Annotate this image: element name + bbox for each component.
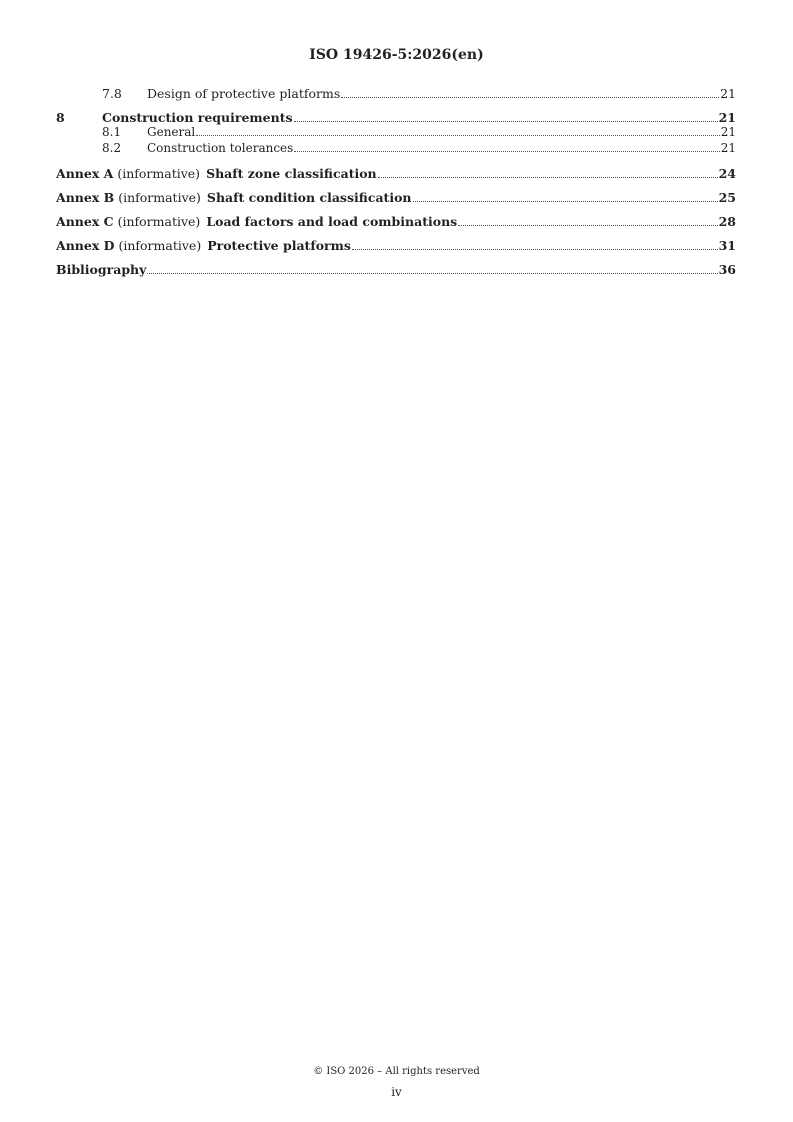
- toc-entry-8[interactable]: [56, 110, 736, 126]
- toc-entry-page: 21: [718, 110, 736, 125]
- toc-entry-page: 28: [718, 214, 736, 229]
- toc-entry-page: 36: [718, 262, 736, 277]
- toc-entry-bibliography[interactable]: [56, 262, 736, 278]
- annex-kind: (informative): [118, 190, 201, 205]
- dot-leader: [352, 248, 718, 250]
- document-header: ISO 19426-5:2026(en): [309, 47, 484, 63]
- toc-entry-annex-b[interactable]: [56, 190, 736, 206]
- toc-entry-title: Bibliography: [56, 262, 147, 277]
- toc-entry-8-1[interactable]: [56, 126, 736, 142]
- dot-leader: [147, 272, 717, 274]
- toc-entry-page: 24: [718, 166, 736, 181]
- dot-leader: [378, 176, 718, 178]
- toc-entry-number: 7.8: [102, 86, 122, 101]
- annex-kind: (informative): [118, 238, 202, 253]
- annex-label: Annex B: [56, 190, 115, 205]
- copyright-notice: © ISO 2026 – All rights reserved: [313, 1066, 480, 1077]
- toc-entry-title: Construction tolerances: [147, 141, 294, 155]
- dot-leader: [458, 224, 717, 226]
- annex-label: Annex A: [56, 166, 114, 181]
- dot-leader: [413, 200, 718, 202]
- toc-entry-page: 21: [720, 125, 736, 139]
- toc-entry-title: Load factors and load combinations: [206, 214, 458, 229]
- toc-entry-title: General: [147, 125, 196, 139]
- dot-leader: [341, 96, 719, 98]
- toc-entry-page: 21: [720, 86, 736, 101]
- toc-entry-annex-a[interactable]: [56, 166, 736, 182]
- dot-leader: [294, 150, 719, 152]
- toc-entry-page: 31: [718, 238, 736, 253]
- toc-entry-annex-c[interactable]: [56, 214, 736, 230]
- annex-label: Annex C: [56, 214, 114, 229]
- toc-entry-number: 8: [56, 110, 65, 125]
- toc-entry-7-8[interactable]: [56, 86, 736, 102]
- page-number: iv: [391, 1085, 402, 1099]
- toc-entry-page: 21: [720, 141, 736, 155]
- annex-label: Annex D: [56, 238, 115, 253]
- toc-entry-title: Shaft zone classification: [206, 166, 377, 181]
- toc-entry-number: 8.2: [102, 141, 122, 155]
- toc-entry-title: Construction requirements: [102, 110, 293, 125]
- toc-entry-title: Design of protective platforms: [147, 86, 341, 101]
- table-of-contents: [56, 86, 736, 278]
- toc-entry-title: Shaft condition classification: [206, 190, 412, 205]
- dot-leader: [294, 120, 718, 122]
- toc-entry-annex-d[interactable]: [56, 238, 736, 254]
- annex-kind: (informative): [117, 214, 201, 229]
- annex-kind: (informative): [117, 166, 201, 181]
- toc-entry-number: 8.1: [102, 125, 122, 139]
- toc-entry-8-2[interactable]: [56, 142, 736, 158]
- toc-entry-title: Protective platforms: [207, 238, 351, 253]
- toc-entry-page: 25: [718, 190, 736, 205]
- dot-leader: [196, 134, 719, 136]
